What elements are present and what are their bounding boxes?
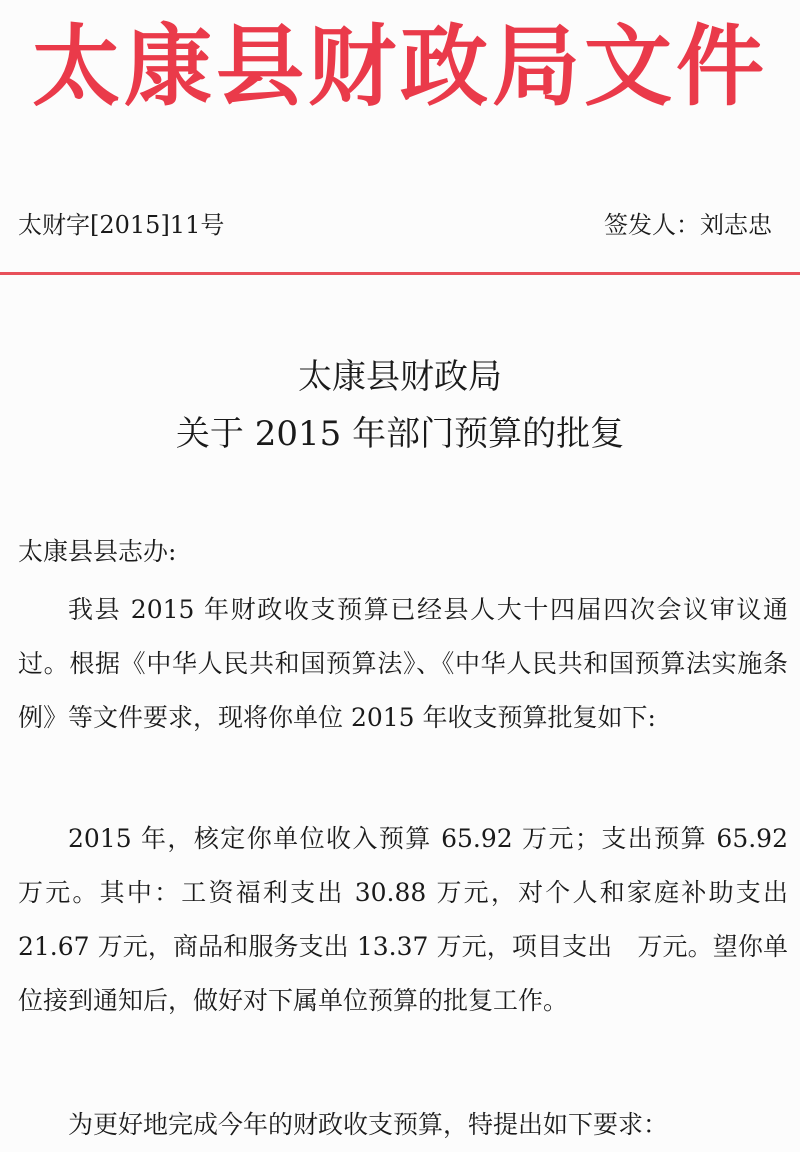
- document-header-title: 太康县财政局文件: [31, 15, 768, 118]
- body-paragraph: [18, 812, 788, 1028]
- paragraph-text: 为更好地完成今年的财政收支预算，特提出如下要求：: [68, 1110, 669, 1139]
- document-meta-row: [18, 208, 772, 242]
- signer: 签发人：刘志忠: [604, 211, 772, 239]
- subject-title-line-1: 太康县财政局: [298, 357, 502, 397]
- red-divider: [0, 272, 800, 275]
- body-paragraph: [18, 1098, 788, 1152]
- subject-title-line-2: 关于 2015 年部门预算的批复: [175, 414, 625, 454]
- document-number: 太财字[2015]11号: [18, 211, 225, 239]
- body-paragraph: [18, 583, 788, 745]
- paragraph-text: 我县 2015 年财政收支预算已经县人大十四届四次会议审议通过。根据《中华人民共和国预算法》、《中华人民共和国预算法实施条例》等文件要求，现将你单位 2015 年收支预算批复如下:: [18, 595, 788, 732]
- addressee: 太康县县志办:: [18, 537, 177, 566]
- paragraph-text: 2015 年，核定你单位收入预算 65.92 万元；支出预算 65.92 万元。其中：工资福利支出 30.88 万元，对个人和家庭补助支出 21.67 万元，商品和服务支出 13.37 万元，项目支出 万元。望你单位接到通知后，做好对下属单位预算的批复工作。: [18, 824, 788, 1015]
